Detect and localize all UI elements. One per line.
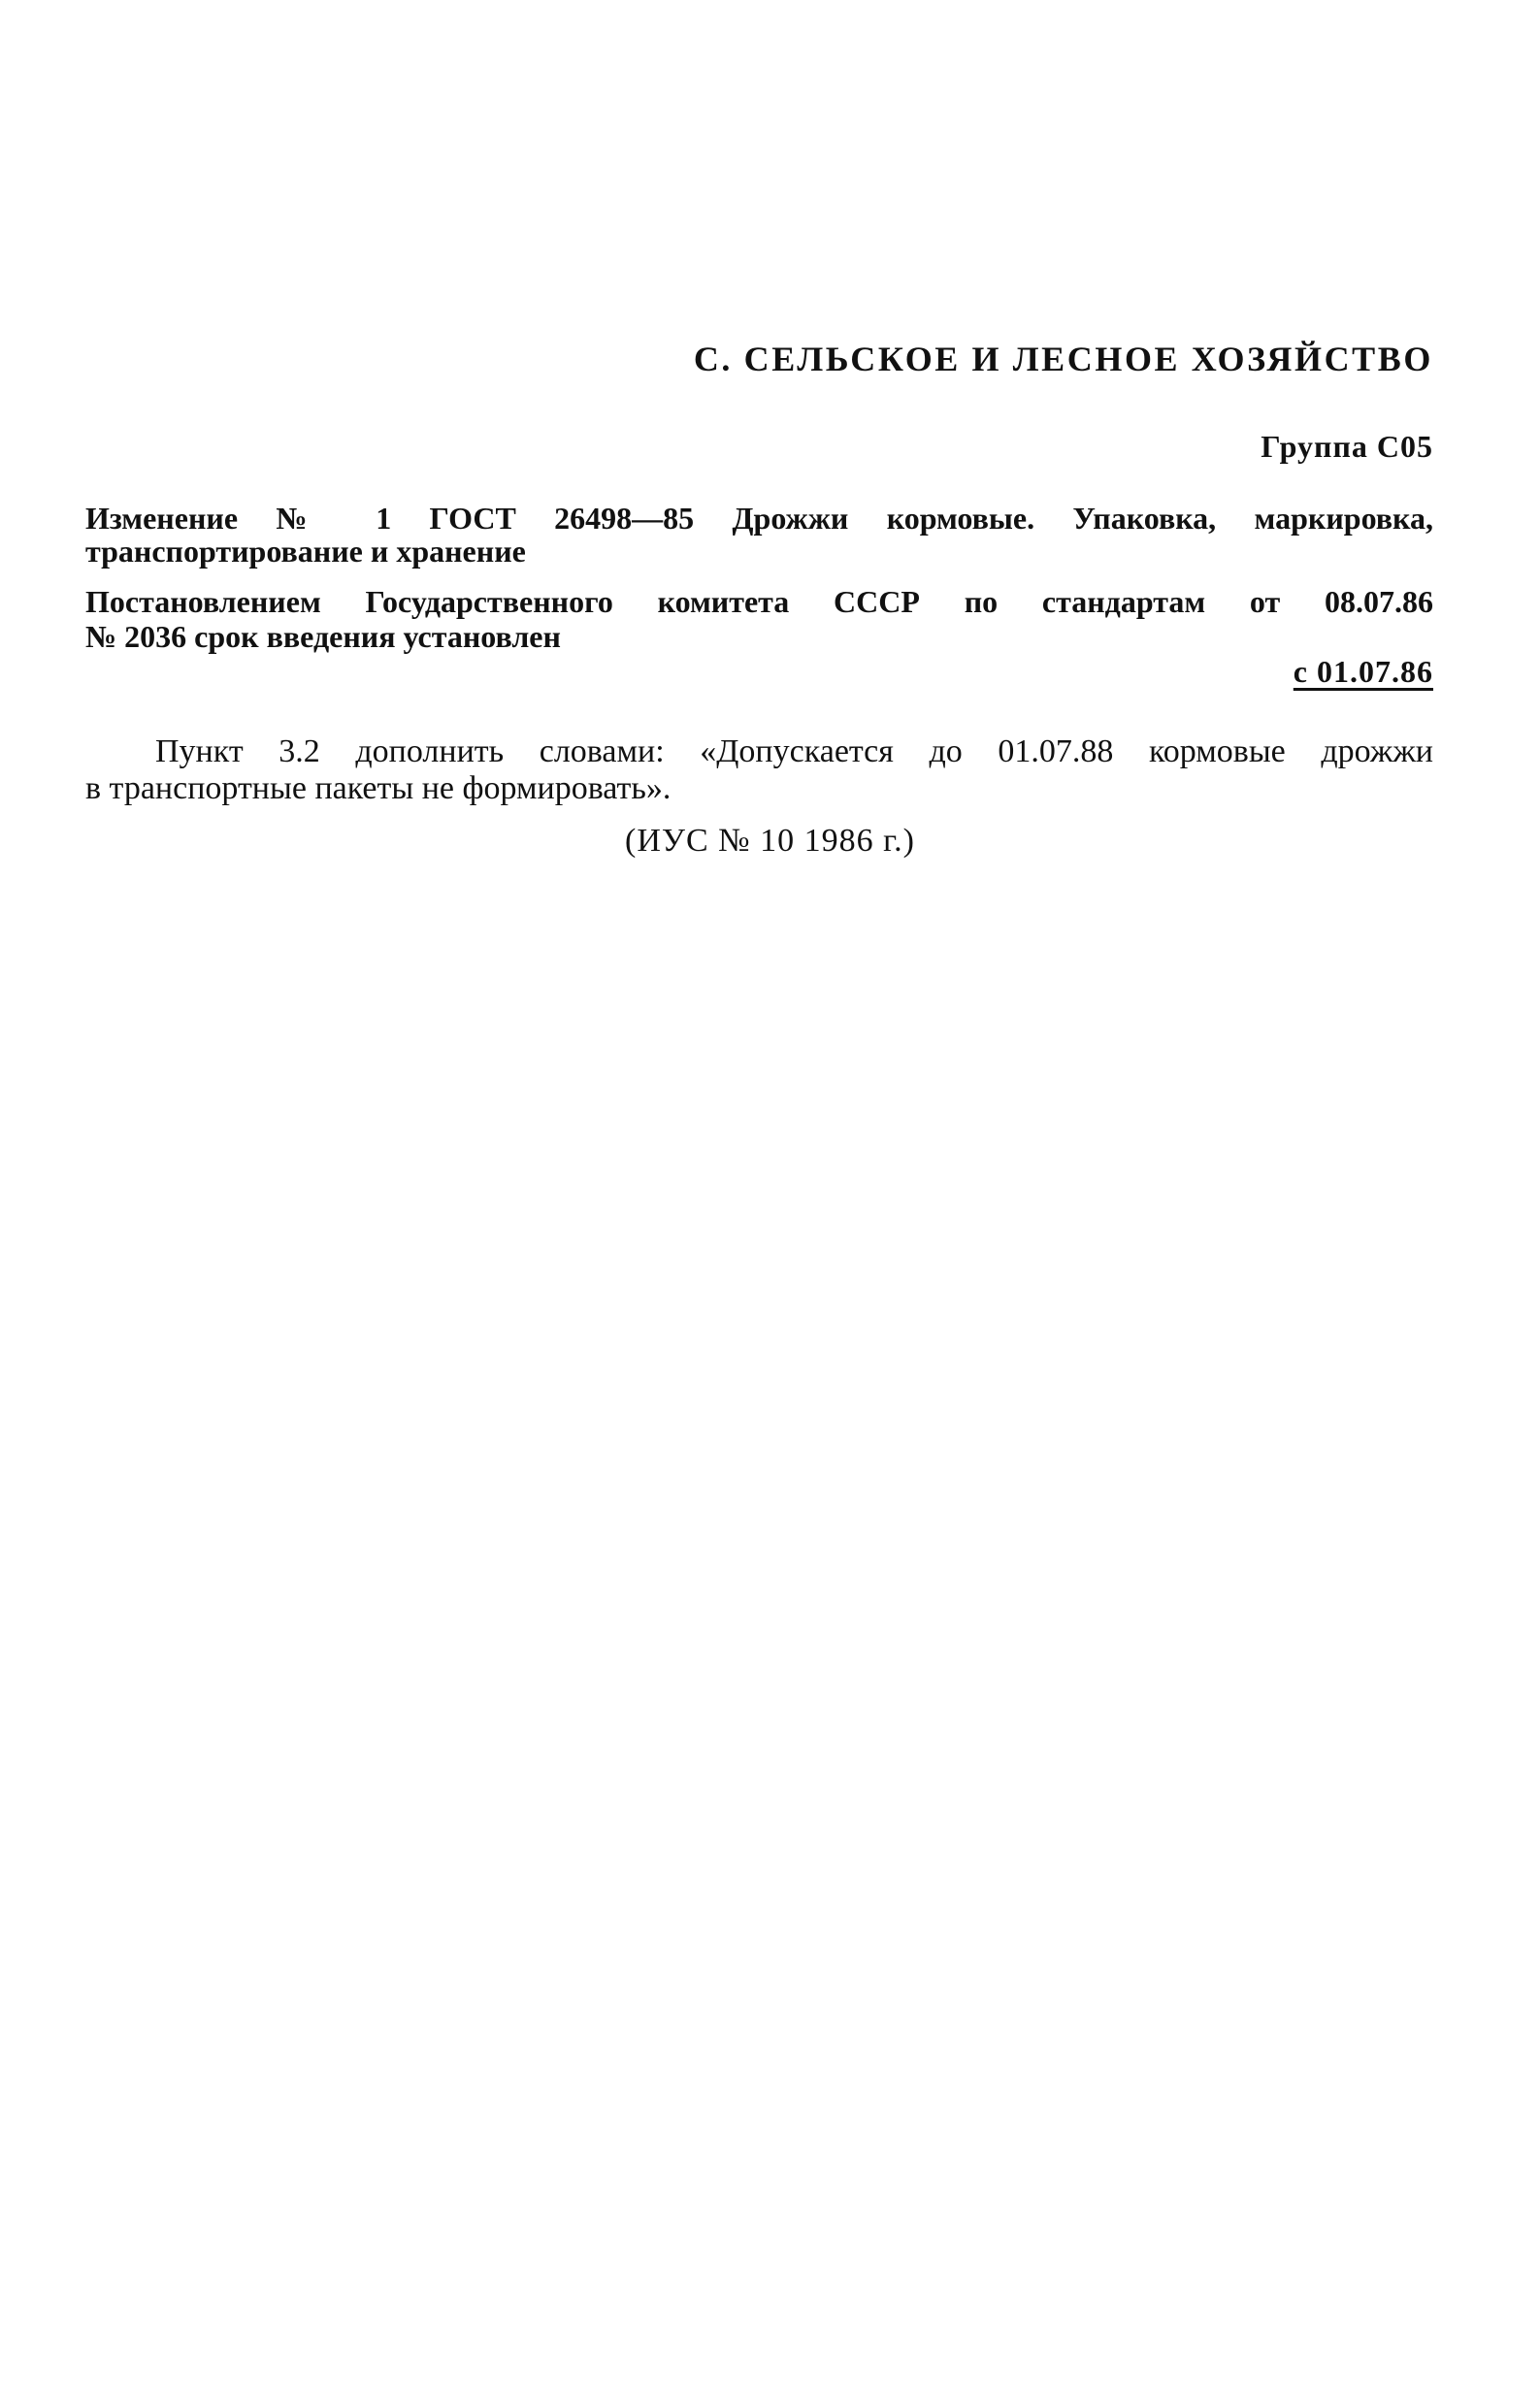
- source-note: (ИУС № 10 1986 г.): [625, 823, 915, 859]
- decree-line-1: Постановлением Государственного комитета СССР по стандартам от 08.07.86: [85, 584, 1433, 619]
- amendment-title-line-2: транспортирование и хранение: [85, 534, 526, 569]
- decree-line-2: № 2036 срок введения установлен: [85, 619, 561, 654]
- amendment-title-line-1: Изменение № 1 ГОСТ 26498—85 Дрожжи кормовые. Упаковка, маркировка,: [85, 501, 1433, 536]
- effective-date: с 01.07.86: [1293, 654, 1433, 689]
- body-text-line-2: в транспортные пакеты не формировать».: [85, 770, 672, 806]
- group-code: Группа С05: [1261, 429, 1433, 464]
- section-heading: С. СЕЛЬСКОЕ И ЛЕСНОЕ ХОЗЯЙСТВО: [693, 340, 1433, 378]
- body-text-line-1: Пункт 3.2 дополнить словами: «Допускается до 01.07.88 кормовые дрожжи: [155, 733, 1433, 769]
